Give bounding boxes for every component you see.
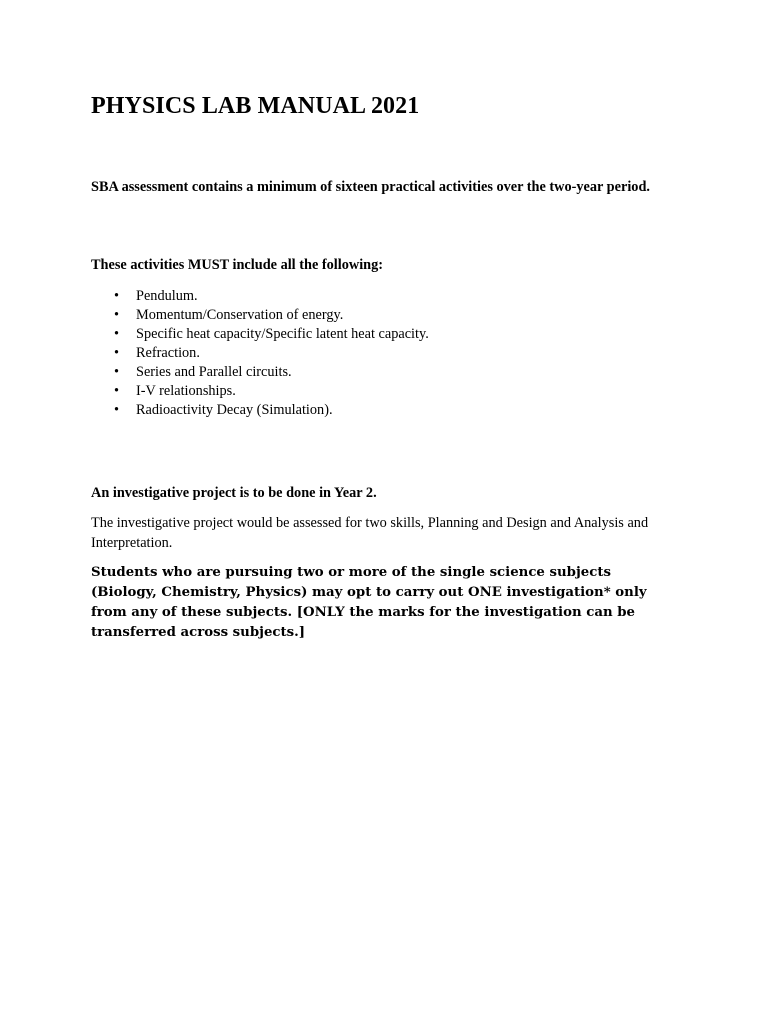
list-item [91,306,429,325]
investigative-project-heading: An investigative project is to be done in Year 2. [91,485,377,501]
students-note-paragraph: Students who are pursuing two or more of the single science subjects (Biology, Chemistry, Physics) may opt to carry out ONE investigation* only from any of these subjects. [ONLY the marks for the investigation can be transferred across subjects.] [91,565,647,640]
bullet-icon: • [114,345,120,361]
required-activities-heading: These activities MUST include all the following: [91,257,384,273]
list-item-label: Momentum/Conservation of energy. [136,307,344,323]
activities-list [91,287,429,420]
bullet-icon: • [114,326,120,342]
investigative-project-paragraph: The investigative project would be assessed for two skills, Planning and Design and Analysis and Interpretation. [91,515,649,551]
list-item [91,363,429,382]
sba-intro-paragraph: SBA assessment contains a minimum of sixteen practical activities over the two-year period. [91,179,650,195]
list-item [91,287,429,306]
document-title: PHYSICS LAB MANUAL 2021 [91,93,420,119]
list-item-label: I-V relationships. [136,383,236,399]
list-item-label: Pendulum. [136,288,198,304]
bullet-icon: • [114,307,120,323]
bullet-icon: • [114,402,120,418]
list-item [91,325,429,344]
list-item-label: Series and Parallel circuits. [136,364,292,380]
list-item [91,382,429,401]
bullet-icon: • [114,288,120,304]
list-item [91,401,429,420]
bullet-icon: • [114,383,120,399]
list-item-label: Refraction. [136,345,200,361]
bullet-icon: • [114,364,120,380]
list-item-label: Radioactivity Decay (Simulation). [136,402,333,418]
list-item-label: Specific heat capacity/Specific latent heat capacity. [136,326,429,342]
list-item [91,344,429,363]
